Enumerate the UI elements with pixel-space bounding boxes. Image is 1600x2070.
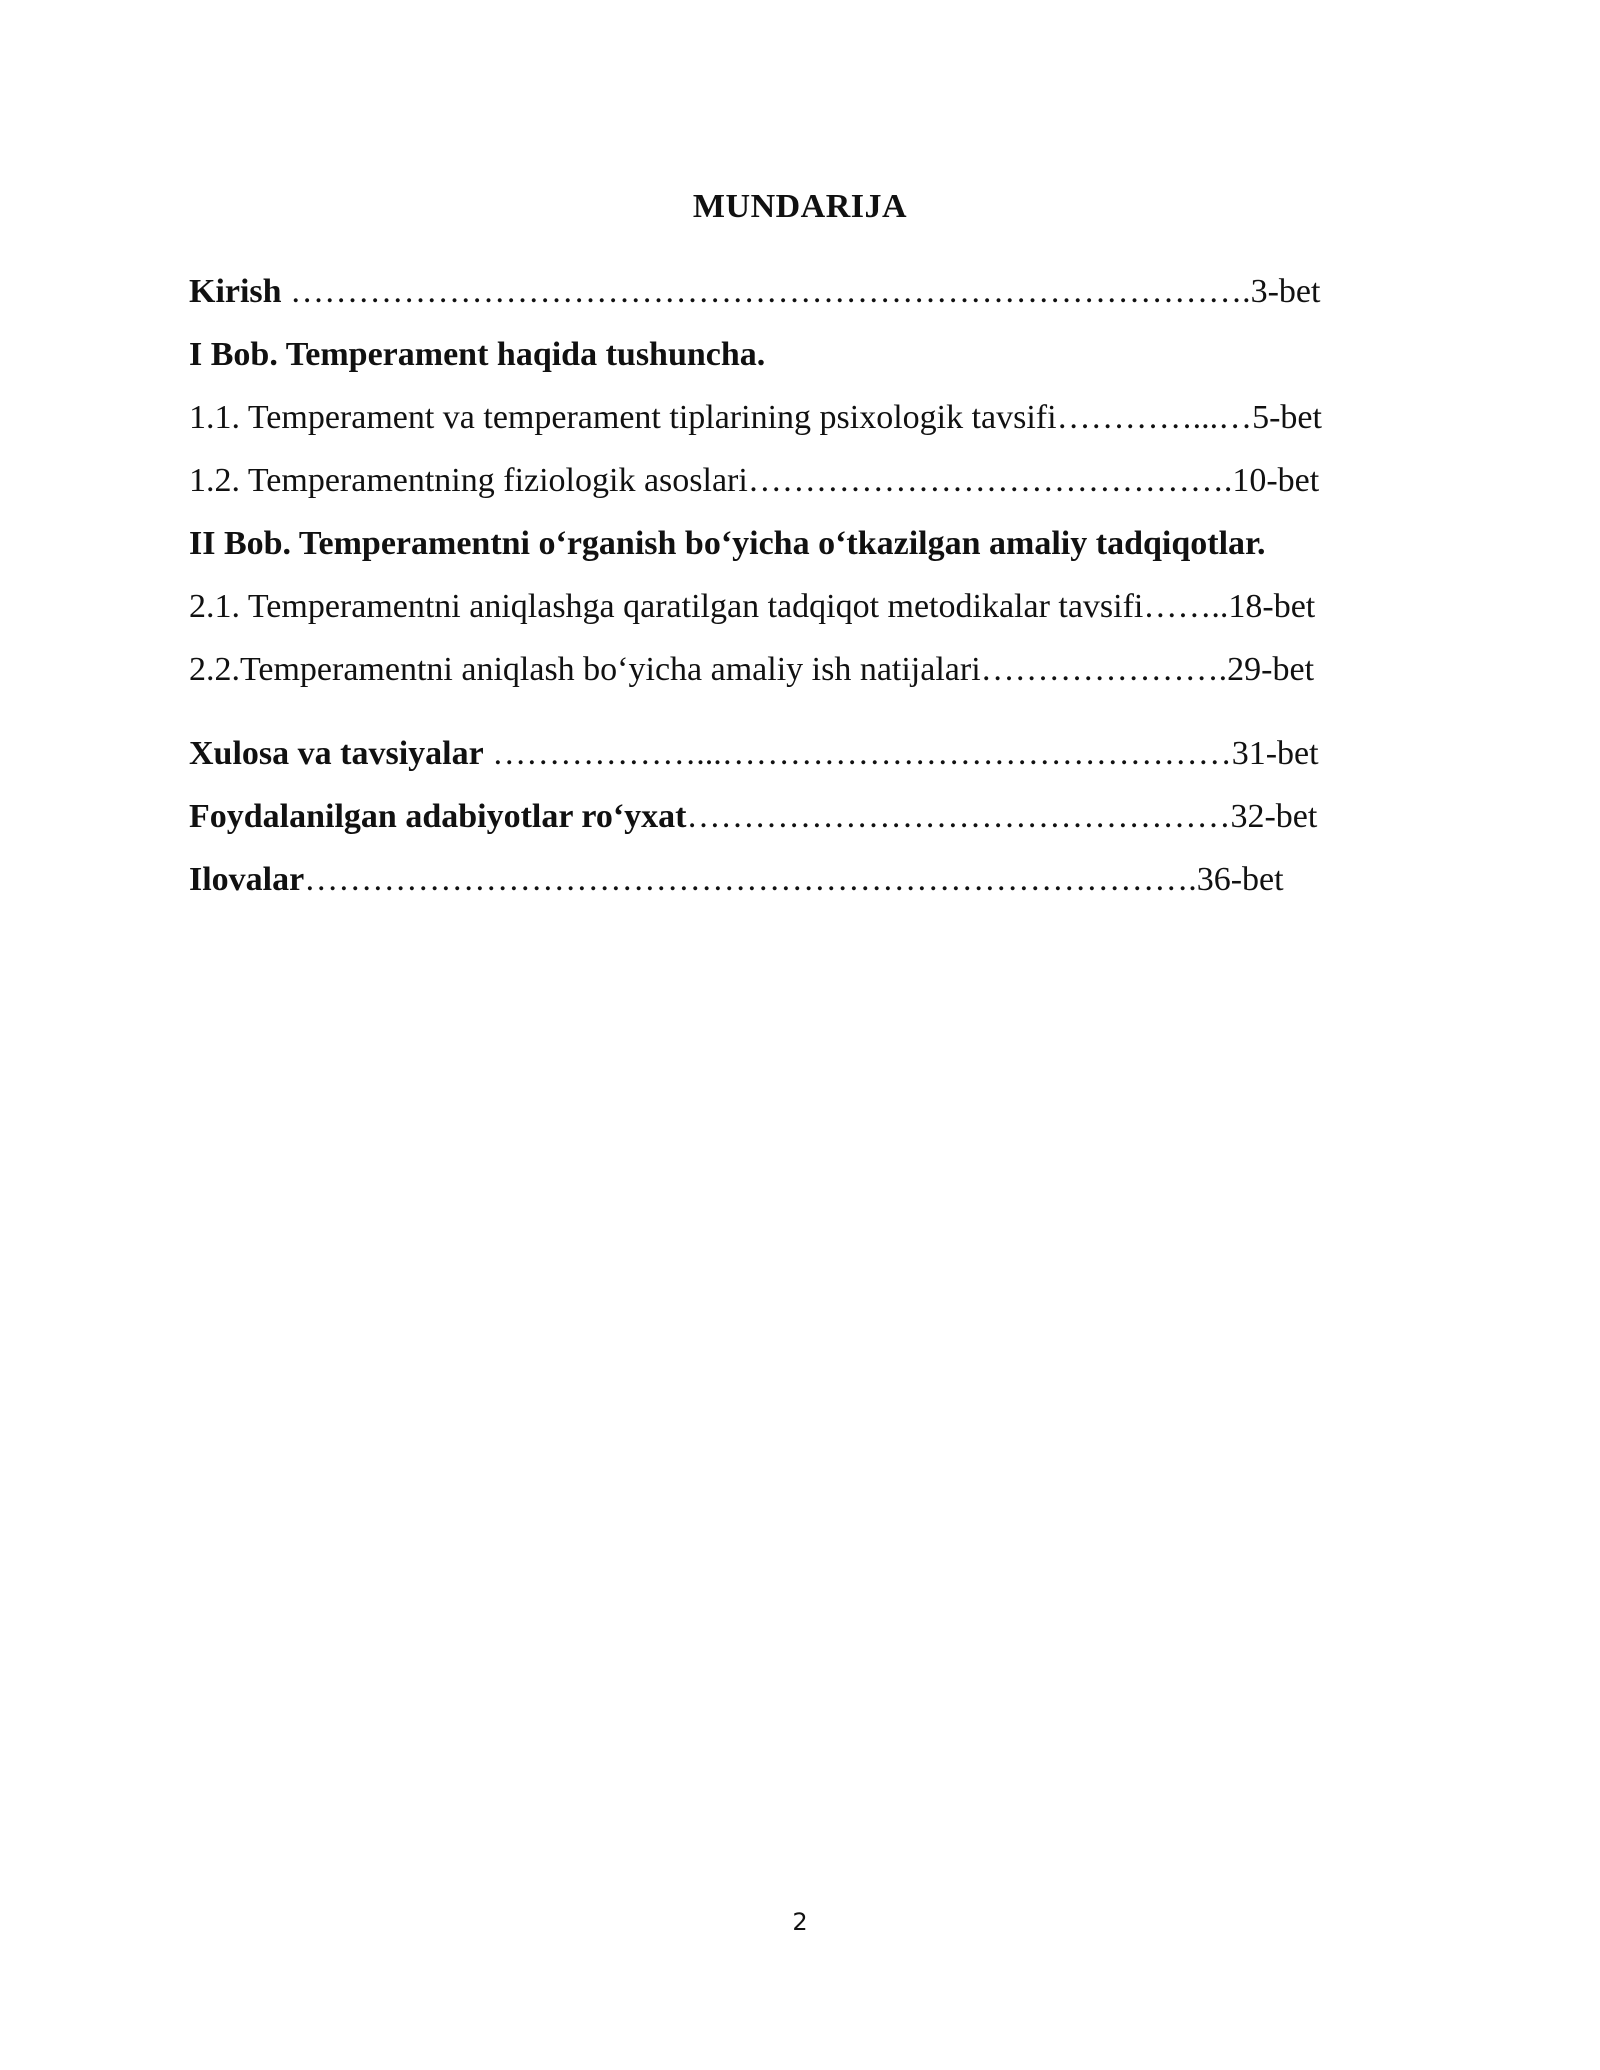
toc-entry-label: Xulosa va tavsiyalar [189,735,484,772]
toc-entry-dots: ………………………………………… [686,798,1231,835]
toc-entry-label: 2.1. Temperamentni aniqlashga qaratilgan tadqiqot metodikalar tavsifi [189,588,1144,625]
toc-entry-page: 3-bet [1250,273,1321,310]
toc-title: MUNDARIJA [692,188,908,225]
toc-entry-dots: ………………...……………………………………… [483,735,1232,772]
toc-entry-dots: …………………………………………………………………………. [281,273,1251,310]
toc-entry-label: Ilovalar [189,861,305,898]
toc-entry-dots: …………………. [980,651,1228,688]
toc-entry-page: 10-bet [1232,462,1320,499]
toc-entry-kirish [189,272,1320,312]
toc-chapter-2-heading: II Bob. Temperamentni o‘rganish bo‘yicha o‘tkazilgan amaliy tadqiqotlar. [189,525,1266,562]
toc-entry-page: 32-bet [1230,798,1318,835]
toc-entry-page: 5-bet [1252,399,1322,436]
toc-entry-label: 1.2. Temperamentning fiziologik asoslari [189,462,748,499]
toc-entry-label: Foydalanilgan adabiyotlar ro‘yxat [189,798,687,835]
toc-entry-xulosa [189,734,1319,774]
toc-entry-2-2 [189,650,1314,690]
toc-entry-1-1 [189,398,1322,438]
toc-entry-2-1 [189,587,1315,627]
toc-entry-foydalanilgan [189,797,1317,837]
toc-entry-dots: …….. [1143,588,1229,625]
toc-entry-page: 36-bet [1196,861,1284,898]
toc-entry-page: 29-bet [1227,651,1315,688]
toc-entry-dots: ……………………………………………………………………. [304,861,1197,898]
page-number: 2 [792,1908,808,1936]
toc-entry-label: 2.2.Temperamentni aniqlash bo‘yicha amaliy ish natijalari [189,651,981,688]
toc-entry-page: 31-bet [1231,735,1319,772]
toc-entry-label: 1.1. Temperament va temperament tiplarining psixologik tavsifi [189,399,1057,436]
toc-chapter-1-heading: I Bob. Temperament haqida tushuncha. [189,336,766,373]
toc-entry-page: 18-bet [1228,588,1316,625]
toc-entry-dots: …………...… [1056,399,1253,436]
toc-entry-1-2 [189,461,1319,501]
toc-entry-ilovalar [189,860,1284,900]
toc-entry-dots: ……………………………………. [747,462,1233,499]
toc-entry-label: Kirish [189,273,282,310]
